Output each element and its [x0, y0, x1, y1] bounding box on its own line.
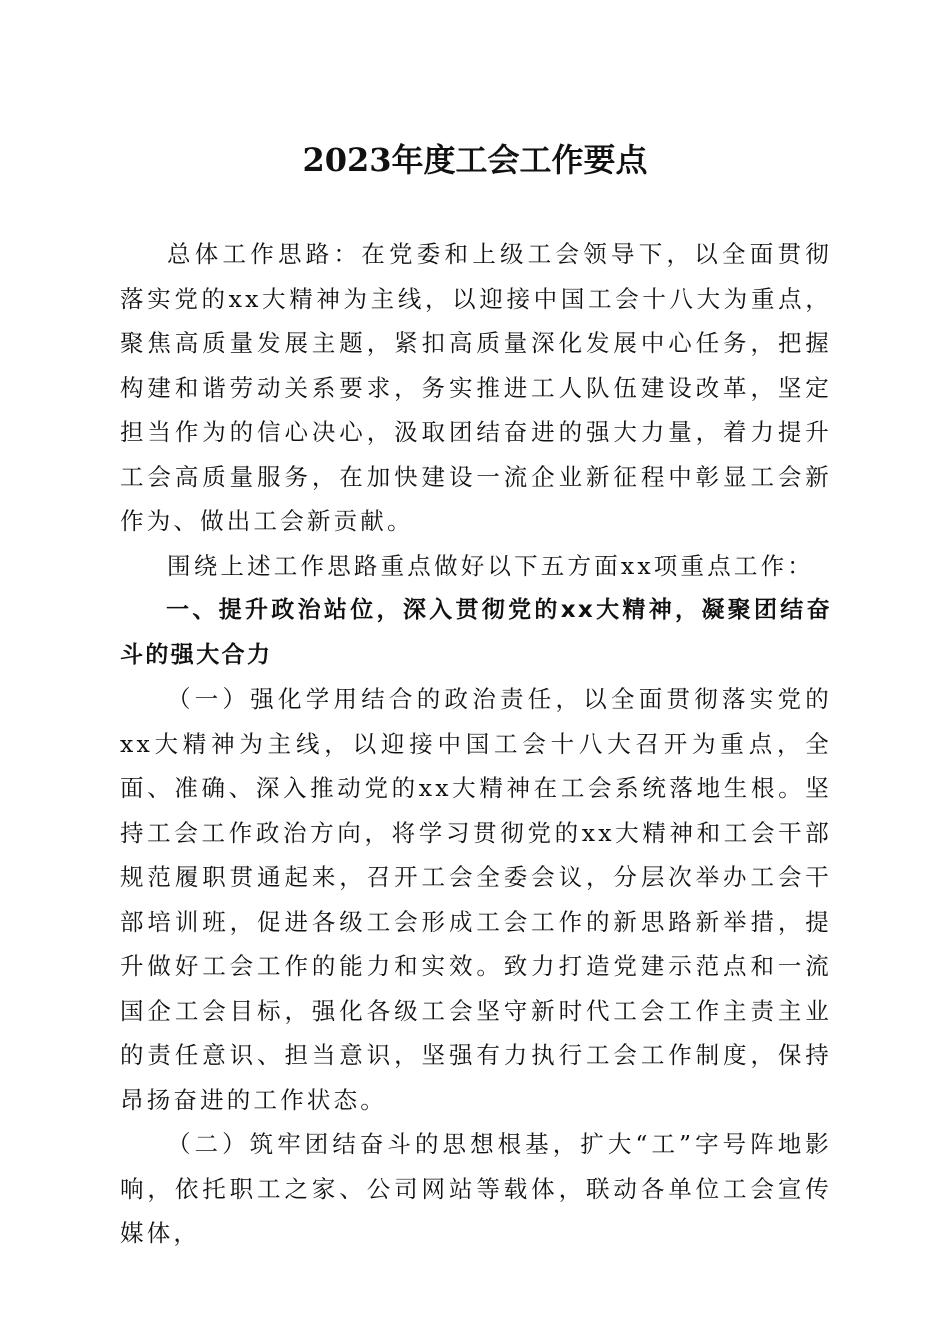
paragraph-item-2: （二）筑牢团结奋斗的思想根基，扩大“工”字号阵地影响，依托职工之家、公司网站等载体，联动各单位工会宣传媒体， [120, 1130, 832, 1247]
paragraph-item-1: （一）强化学用结合的政治责任，以全面贯彻落实党的xx大精神为主线，以迎接中国工会十八大召开为重点，全面、准确、深入推动党的xx大精神在工会系统落地生根。坚持工会工作政治方向，将学习贯彻党的xx大精神和工会干部规范履职贯通起来，召开工会全委会议，分层次举办工会干部培训班，促进各级工会形成工会工作的新思路新举措，提升做好工会工作的能力和实效。致力打造党建示范点和一流国企工会目标，强化各级工会坚守新时代工会工作主责主业的责任意识、担当意识，坚强有力执行工会工作制度，保持昂扬奋进的工作状态。 [120, 685, 832, 1114]
section-heading-1: 一、提升政治站位，深入贯彻党的xx大精神，凝聚团结奋斗的强大合力 [120, 597, 832, 668]
document-body [120, 232, 832, 1256]
paragraph-overall-approach: 总体工作思路：在党委和上级工会领导下，以全面贯彻落实党的xx大精神为主线，以迎接中国工会十八大为重点，聚焦高质量发展主题，紧扣高质量深化发展中心任务，把握构建和谐劳动关系要求，务实推进工人队伍建设改革，坚定担当作为的信心决心，汲取团结奋进的强大力量，着力提升工会高质量服务，在加快建设一流企业新征程中彰显工会新作为、做出工会新贡献。 [120, 240, 832, 535]
paragraph-five-aspects: 围绕上述工作思路重点做好以下五方面xx项重点工作： [167, 551, 815, 580]
document-title: 2023年度工会工作要点 [302, 141, 648, 179]
